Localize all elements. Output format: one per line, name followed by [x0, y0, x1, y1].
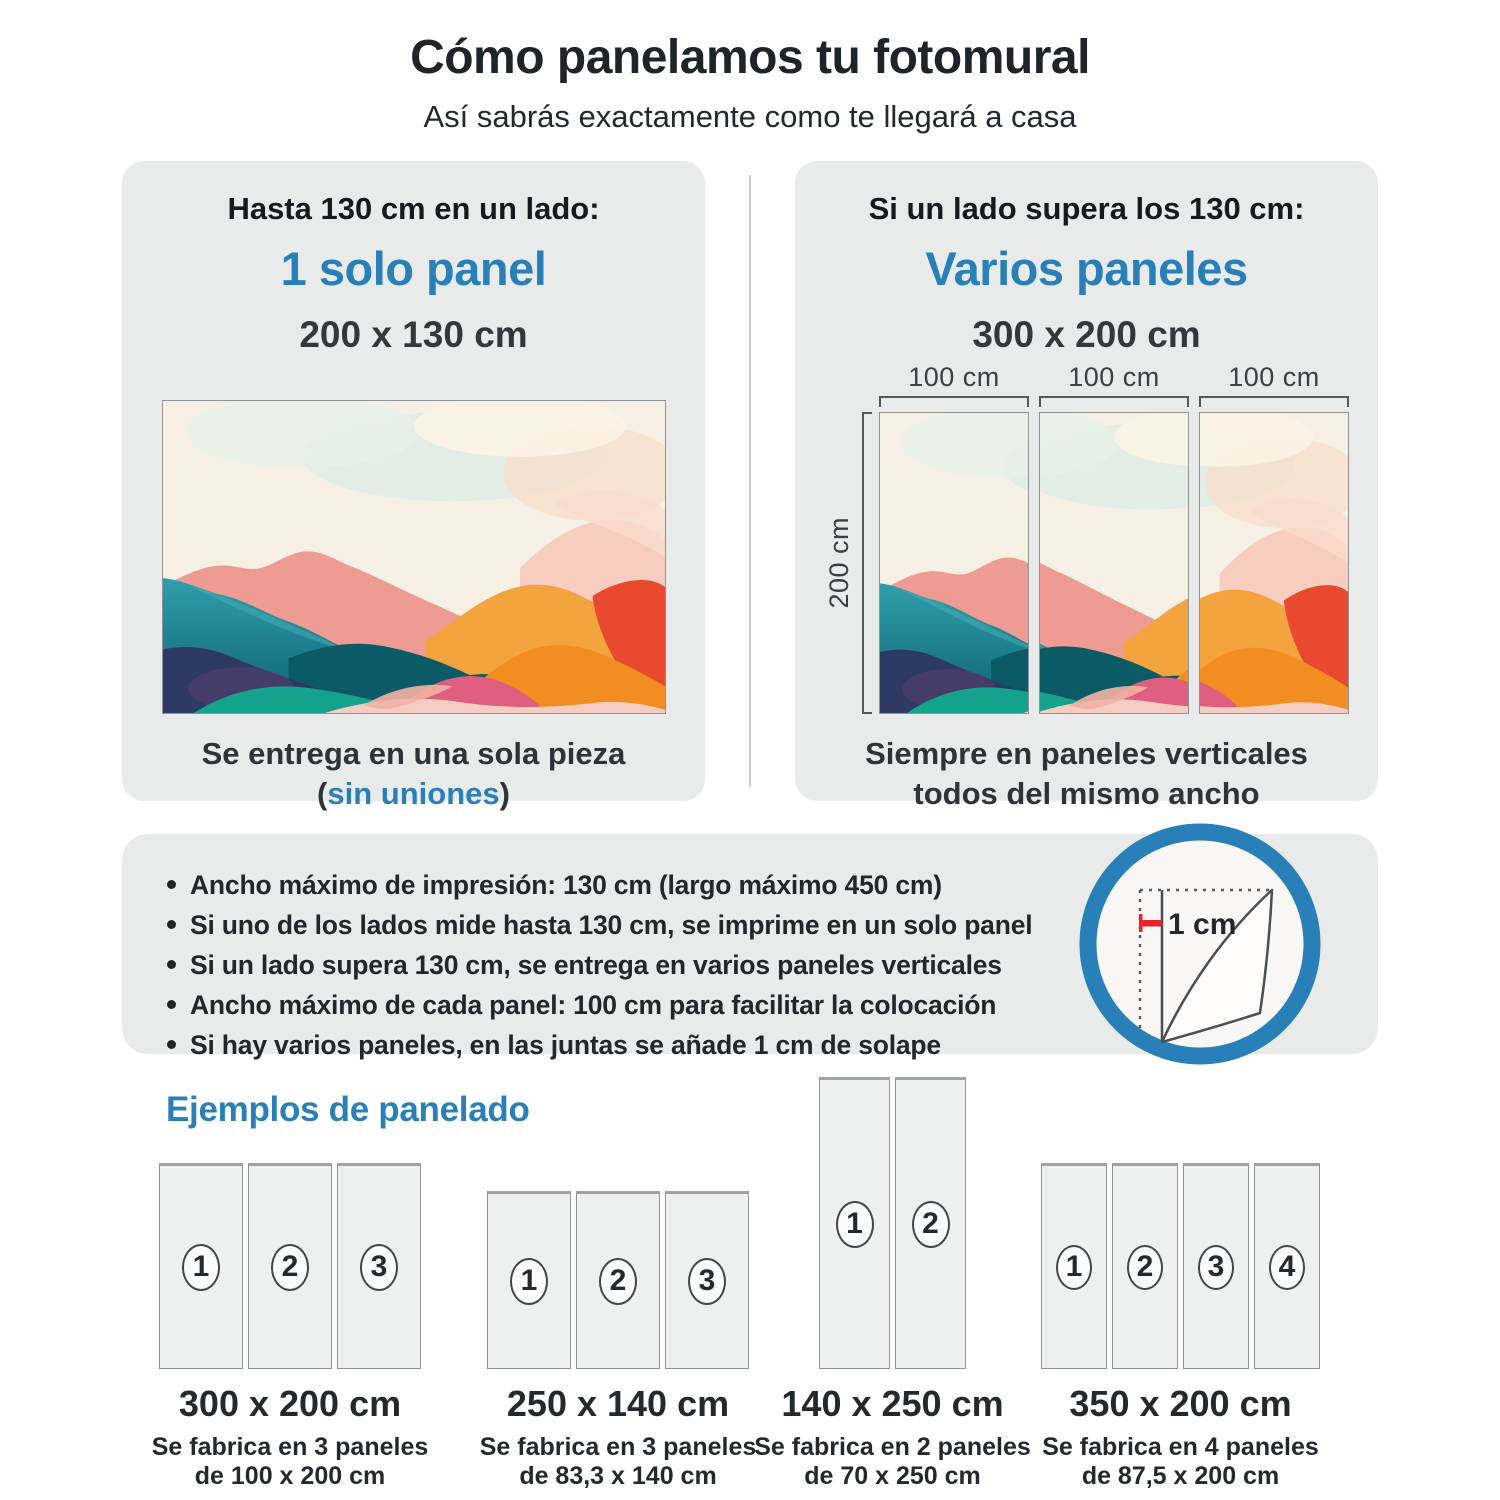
- width-bracket-3: [1199, 396, 1349, 407]
- example-detail-line2: de 83,3 x 140 cm: [519, 1462, 717, 1490]
- width-label-3: 100 cm: [1228, 362, 1320, 392]
- example-detail: [152, 1433, 429, 1491]
- example-140x250: [745, 1077, 1040, 1491]
- caption-highlight: sin uniones: [327, 776, 500, 811]
- panel-number-badge: 1: [1056, 1245, 1092, 1290]
- example-panel: [1254, 1163, 1320, 1369]
- panel-number-badge: 4: [1269, 1245, 1305, 1290]
- rule-item: Si un lado supera 130 cm, se entrega en varios paneles verticales: [160, 950, 1378, 981]
- page-subtitle: Así sabrás exactamente como te llegará a casa: [423, 99, 1077, 134]
- example-panel: [1041, 1163, 1107, 1369]
- width-label-1: 100 cm: [908, 362, 1000, 392]
- rule-item: Si hay varios paneles, en las juntas se añade 1 cm de solape: [160, 1030, 1378, 1061]
- mural-panel-2: [1039, 412, 1189, 714]
- single-panel-figure: [122, 362, 705, 714]
- caption-line-1: Siempre en paneles verticales: [865, 736, 1308, 771]
- measured-panels-figure: [824, 362, 1349, 714]
- single-panel-condition: Hasta 130 cm en un lado:: [227, 191, 600, 226]
- example-size: 140 x 250 cm: [781, 1383, 1004, 1424]
- overlap-measure-label: 1 cm: [1168, 908, 1237, 941]
- examples-row: [0, 1077, 1500, 1490]
- example-panel: [895, 1077, 966, 1369]
- panel-number-badge: 2: [1127, 1245, 1163, 1290]
- example-detail: [480, 1433, 757, 1491]
- example-panel: [487, 1191, 571, 1369]
- overlap-circle-icon: [1074, 818, 1326, 1070]
- single-panel-caption: [122, 734, 705, 814]
- panel-number-badge: 1: [836, 1201, 874, 1248]
- mural-panel-3: [1199, 412, 1349, 714]
- paren-close: ): [499, 776, 510, 811]
- example-size: 350 x 200 cm: [1069, 1383, 1292, 1424]
- example-panel: [576, 1191, 660, 1369]
- multi-panel-headline: Varios paneles: [925, 242, 1248, 295]
- caption-line-2: [122, 774, 705, 814]
- example-300x200: [140, 1077, 440, 1491]
- rule-item: Ancho máximo de cada panel: 100 cm para facilitar la colocación: [160, 990, 1378, 1021]
- mural-image-slice-1: [880, 413, 1028, 713]
- rule-item: Si uno de los lados mide hasta 130 cm, se imprime en un solo panel: [160, 910, 1378, 941]
- panel-number-badge: 3: [360, 1244, 398, 1291]
- panel-number-badge: 2: [599, 1258, 637, 1305]
- single-panel-card: [122, 161, 705, 811]
- mural-preview-single: [162, 400, 666, 714]
- example-panel: [159, 1163, 243, 1369]
- rule-item: Ancho máximo de impresión: 130 cm (largo máximo 450 cm): [160, 870, 1378, 901]
- mural-image-slice-2: [1040, 413, 1188, 713]
- page-curl-diagram: [1074, 818, 1326, 1070]
- mural-image-slice-3: [1200, 413, 1348, 713]
- examples-section: [0, 1090, 1500, 1490]
- height-dimension-bracket: [862, 412, 872, 714]
- example-panel: [819, 1077, 890, 1369]
- multi-panel-size: 300 x 200 cm: [972, 314, 1201, 355]
- example-size: 300 x 200 cm: [178, 1383, 402, 1424]
- example-detail-line1: Se fabrica en 4 paneles: [1042, 1433, 1319, 1461]
- height-dimension: [824, 412, 872, 714]
- mural-preview-split: [879, 412, 1349, 714]
- comparison-cards: [122, 161, 1378, 811]
- examples-heading: Ejemplos de panelado: [166, 1090, 530, 1129]
- width-bracket-1: [879, 396, 1029, 407]
- example-detail-line1: Se fabrica en 3 paneles: [479, 1433, 757, 1461]
- width-bracket-2: [1039, 396, 1189, 407]
- width-dimension-brackets: [879, 396, 1349, 407]
- example-250x140: [468, 1077, 768, 1491]
- example-detail: [754, 1433, 1031, 1491]
- example-350x200: [1028, 1077, 1333, 1491]
- example-panels: [159, 1077, 421, 1369]
- example-panels: [1041, 1077, 1320, 1369]
- example-panel: [337, 1163, 421, 1369]
- page-title: Cómo panelamos tu fotomural: [410, 31, 1090, 84]
- multi-panel-condition: Si un lado supera los 130 cm:: [868, 191, 1305, 226]
- width-label-2: 100 cm: [1068, 362, 1160, 392]
- example-panel: [1112, 1163, 1178, 1369]
- width-dimensions-and-panels: [879, 362, 1349, 714]
- single-panel-headline: 1 solo panel: [280, 242, 547, 295]
- caption-line-1: Se entrega en una sola pieza: [201, 736, 626, 771]
- panel-number-badge: 3: [688, 1258, 726, 1305]
- example-panels: [819, 1077, 966, 1369]
- single-panel-size: 200 x 130 cm: [299, 314, 528, 355]
- panel-number-badge: 2: [271, 1244, 309, 1291]
- rules-info-box: [122, 834, 1378, 1060]
- mural-panel-1: [879, 412, 1029, 714]
- panel-number-badge: 1: [182, 1244, 220, 1291]
- panel-number-badge: 3: [1198, 1245, 1234, 1290]
- mural-image: [163, 401, 665, 713]
- caption-line-2: todos del mismo ancho: [913, 776, 1260, 811]
- multi-panel-figure: [795, 362, 1378, 714]
- multi-panel-card: [795, 161, 1378, 811]
- example-size: 250 x 140 cm: [506, 1383, 730, 1424]
- example-detail: [1042, 1433, 1319, 1491]
- example-detail-line1: Se fabrica en 3 paneles: [151, 1433, 429, 1461]
- example-panel: [248, 1163, 332, 1369]
- example-detail-line2: de 100 x 200 cm: [194, 1462, 386, 1490]
- example-panels: [487, 1077, 749, 1369]
- example-detail-line2: de 70 x 250 cm: [804, 1462, 981, 1490]
- example-panel: [665, 1191, 749, 1369]
- paren-open: (: [317, 776, 328, 811]
- panel-number-badge: 1: [510, 1258, 548, 1305]
- panel-number-badge: 2: [912, 1201, 950, 1248]
- cards-divider: [749, 175, 751, 787]
- example-detail-line1: Se fabrica en 2 paneles: [754, 1433, 1031, 1461]
- multi-panel-caption: [795, 734, 1378, 814]
- example-panel: [1183, 1163, 1249, 1369]
- example-detail-line2: de 87,5 x 200 cm: [1081, 1462, 1280, 1490]
- height-dimension-label: 200 cm: [824, 517, 854, 609]
- width-dimension-labels: [879, 362, 1349, 393]
- header: [0, 0, 1500, 135]
